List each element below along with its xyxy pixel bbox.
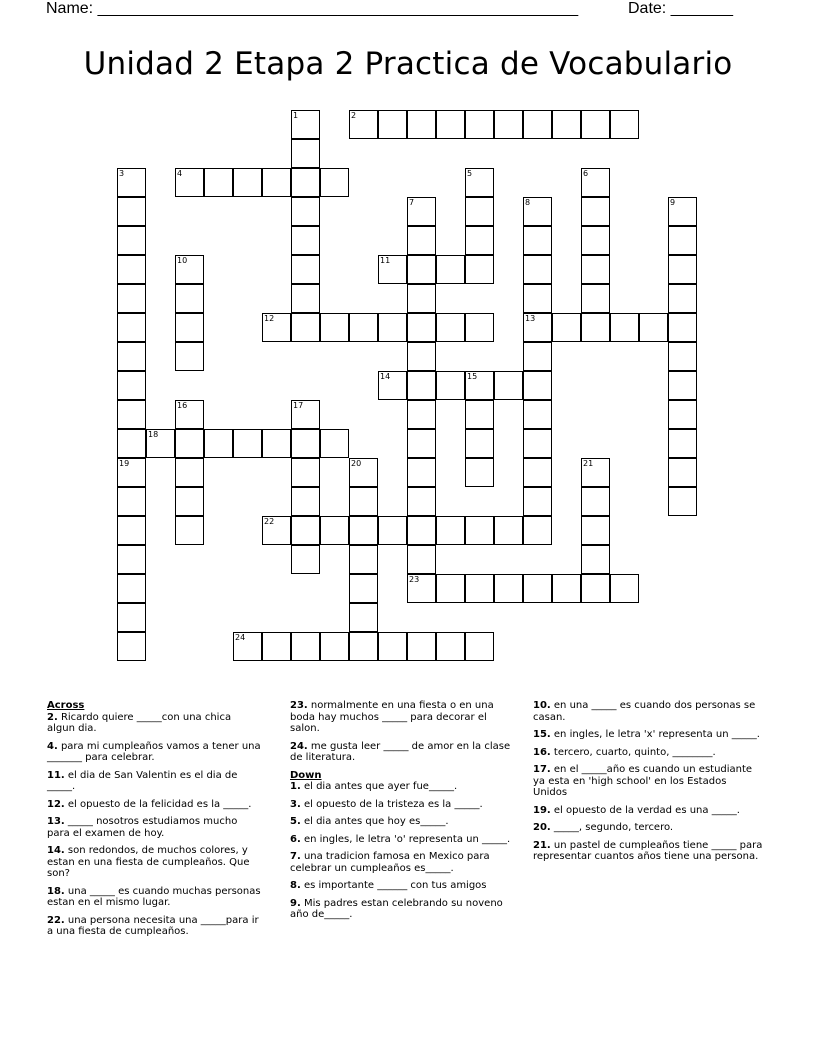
- crossword-cell[interactable]: [349, 603, 378, 632]
- clue-across-22: 22. una persona necesita una _____para ir a una fiesta de cumpleaños.: [47, 914, 259, 937]
- crossword-cell[interactable]: [291, 255, 320, 284]
- clue-across-14: 14. son redondos, de muchos colores, y estan en una fiesta de cumpleaños. Que son?: [47, 845, 250, 879]
- crossword-cell[interactable]: [175, 168, 204, 197]
- clue-down-21: 21. un pastel de cumpleaños tiene _____ para representar cuantos años tiene una persona.: [533, 839, 763, 862]
- crossword-cell[interactable]: [262, 313, 291, 342]
- crossword-cell[interactable]: [407, 197, 436, 226]
- down-heading: Down: [290, 769, 322, 781]
- clue-down-7: 7. una tradicion famosa en Mexico para celebrar un cumpleaños es_____.: [290, 851, 490, 874]
- clue-number: 8: [525, 198, 531, 207]
- clue-number: 12: [264, 314, 275, 323]
- crossword-cell[interactable]: [117, 313, 146, 342]
- clue-down-20: 20. _____, segundo, tercero.: [533, 822, 674, 833]
- crossword-cell[interactable]: [436, 371, 465, 400]
- clues-column-1: [47, 700, 262, 944]
- clue-down-16: 16. tercero, cuarto, quinto, ________.: [533, 746, 716, 758]
- crossword-cell[interactable]: [465, 400, 494, 429]
- crossword-cell[interactable]: [117, 168, 146, 197]
- crossword-cell[interactable]: [523, 574, 552, 603]
- crossword-cell[interactable]: [117, 516, 146, 545]
- crossword-cell[interactable]: [494, 574, 523, 603]
- crossword-cell[interactable]: [349, 516, 378, 545]
- clue-across-2: 2. Ricardo quiere _____con una chica algun dia.: [47, 711, 232, 734]
- crossword-cell[interactable]: [349, 313, 378, 342]
- crossword-cell[interactable]: [320, 516, 349, 545]
- crossword-cell[interactable]: [291, 516, 320, 545]
- clue-across-18: 18. una _____ es cuando muchas personas estan en el mismo lugar.: [47, 885, 261, 908]
- clue-down-19: 19. el opuesto de la verdad es una _____.: [533, 804, 740, 816]
- crossword-cell[interactable]: [262, 516, 291, 545]
- crossword-cell[interactable]: [668, 284, 697, 313]
- crossword-cell[interactable]: [320, 313, 349, 342]
- clue-across-23: 23. normalmente en una fiesta o en una boda hay muchos _____ para decorar el salon.: [290, 700, 494, 734]
- crossword-cell[interactable]: [175, 342, 204, 371]
- crossword-cell[interactable]: [291, 168, 320, 197]
- crossword-cell[interactable]: [233, 429, 262, 458]
- clue-down-9: 9. Mis padres estan celebrando su noveno año de_____.: [290, 897, 503, 920]
- clue-number: 22: [264, 517, 275, 526]
- page-title: Unidad 2 Etapa 2 Practica de Vocabulario: [83, 46, 733, 82]
- clue-number: 7: [409, 198, 415, 207]
- crossword-cell[interactable]: [465, 168, 494, 197]
- across-heading: Across: [47, 700, 85, 711]
- crossword-cell[interactable]: [291, 400, 320, 429]
- crossword-cell[interactable]: [291, 487, 320, 516]
- crossword-cell[interactable]: [523, 255, 552, 284]
- crossword-cell[interactable]: [407, 110, 436, 139]
- crossword-cell[interactable]: [117, 284, 146, 313]
- crossword-cell[interactable]: [523, 371, 552, 400]
- crossword-cell[interactable]: [291, 429, 320, 458]
- crossword-cell[interactable]: [291, 458, 320, 487]
- crossword-cell[interactable]: [610, 313, 639, 342]
- crossword-cell[interactable]: [378, 516, 407, 545]
- clue-number: 21: [583, 459, 594, 468]
- crossword-cell[interactable]: [523, 429, 552, 458]
- crossword-cell[interactable]: [117, 255, 146, 284]
- crossword-cell[interactable]: [581, 458, 610, 487]
- crossword-cell[interactable]: [668, 342, 697, 371]
- crossword-cell[interactable]: [581, 197, 610, 226]
- clues-column-3: [533, 700, 763, 869]
- crossword-cell[interactable]: [407, 487, 436, 516]
- clue-number: 13: [525, 314, 536, 323]
- crossword-cell[interactable]: [349, 632, 378, 661]
- crossword-cell[interactable]: [262, 429, 291, 458]
- crossword-cell[interactable]: [175, 255, 204, 284]
- crossword-cell[interactable]: [291, 313, 320, 342]
- clue-number: 6: [583, 169, 589, 178]
- crossword-cell[interactable]: [175, 458, 204, 487]
- crossword-cell[interactable]: [378, 371, 407, 400]
- clue-number: 10: [177, 256, 188, 265]
- crossword-cell[interactable]: [465, 255, 494, 284]
- crossword-cell[interactable]: [378, 110, 407, 139]
- crossword-cell[interactable]: [552, 110, 581, 139]
- crossword-cell[interactable]: [465, 574, 494, 603]
- crossword-cell[interactable]: [436, 632, 465, 661]
- crossword-cell[interactable]: [407, 429, 436, 458]
- crossword-cell[interactable]: [407, 284, 436, 313]
- crossword-cell[interactable]: [436, 255, 465, 284]
- crossword-cell[interactable]: [117, 487, 146, 516]
- clue-down-1: 1. el dia antes que ayer fue_____.: [290, 781, 458, 792]
- clue-number: 14: [380, 372, 391, 381]
- crossword-cell[interactable]: [407, 545, 436, 574]
- crossword-cell[interactable]: [349, 545, 378, 574]
- crossword-cell[interactable]: [668, 371, 697, 400]
- crossword-cell[interactable]: [349, 458, 378, 487]
- crossword-cell[interactable]: [291, 110, 320, 139]
- crossword-cell[interactable]: [407, 226, 436, 255]
- crossword-cell[interactable]: [523, 516, 552, 545]
- crossword-cell[interactable]: [668, 226, 697, 255]
- crossword-cell[interactable]: [175, 516, 204, 545]
- crossword-cell[interactable]: [407, 342, 436, 371]
- crossword-cell[interactable]: [465, 371, 494, 400]
- clue-down-17: 17. en el _____año es cuando un estudiante ya esta en 'high school' en los Estados Unidos: [533, 764, 753, 798]
- clue-number: 16: [177, 401, 188, 410]
- clue-across-4: 4. para mi cumpleaños vamos a tener una _______ para celebrar.: [47, 740, 261, 763]
- crossword-cell[interactable]: [233, 168, 262, 197]
- crossword-cell[interactable]: [204, 168, 233, 197]
- clue-down-5: 5. el dia antes que hoy es_____.: [290, 816, 449, 827]
- crossword-cell[interactable]: [494, 516, 523, 545]
- crossword-cell[interactable]: [610, 574, 639, 603]
- clue-down-6: 6. en ingles, le letra 'o' representa un _____.: [290, 833, 511, 845]
- crossword-cell[interactable]: [320, 168, 349, 197]
- crossword-cell[interactable]: [465, 516, 494, 545]
- crossword-cell[interactable]: [668, 487, 697, 516]
- crossword-cell[interactable]: [523, 458, 552, 487]
- crossword-cell[interactable]: [291, 197, 320, 226]
- clue-down-10: 10. en una _____ es cuando dos personas se casan.: [533, 700, 756, 723]
- crossword-cell[interactable]: [349, 574, 378, 603]
- crossword-cell[interactable]: [523, 197, 552, 226]
- crossword-cell[interactable]: [523, 342, 552, 371]
- crossword-cell[interactable]: [668, 429, 697, 458]
- clue-across-11: 11. el dia de San Valentin es el dia de _____.: [47, 769, 238, 792]
- clue-number: 2: [351, 111, 357, 120]
- crossword-cell[interactable]: [465, 226, 494, 255]
- crossword-cell[interactable]: [581, 284, 610, 313]
- clues-column-2: [290, 700, 512, 927]
- crossword-cell[interactable]: [494, 371, 523, 400]
- crossword-cell[interactable]: [378, 632, 407, 661]
- crossword-cell[interactable]: [581, 545, 610, 574]
- crossword-cell[interactable]: [407, 313, 436, 342]
- clue-number: 5: [467, 169, 473, 178]
- crossword-cell[interactable]: [320, 429, 349, 458]
- crossword-cell[interactable]: [581, 487, 610, 516]
- crossword-cell[interactable]: [407, 400, 436, 429]
- crossword-cell[interactable]: [175, 284, 204, 313]
- clue-number: 18: [148, 430, 159, 439]
- crossword-cell[interactable]: [233, 632, 262, 661]
- clue-number: 20: [351, 459, 362, 468]
- crossword-cell[interactable]: [291, 284, 320, 313]
- crossword-cell[interactable]: [407, 632, 436, 661]
- crossword-cell[interactable]: [117, 226, 146, 255]
- crossword-cell[interactable]: [117, 458, 146, 487]
- clue-number: 4: [177, 169, 183, 178]
- crossword-cell[interactable]: [436, 516, 465, 545]
- clue-number: 24: [235, 633, 246, 642]
- crossword-cell[interactable]: [668, 313, 697, 342]
- crossword-cell[interactable]: [407, 516, 436, 545]
- crossword-cell[interactable]: [407, 255, 436, 284]
- crossword-cell[interactable]: [117, 400, 146, 429]
- clue-down-3: 3. el opuesto de la tristeza es la _____.: [290, 798, 483, 810]
- crossword-cell[interactable]: [349, 487, 378, 516]
- crossword-cell[interactable]: [175, 400, 204, 429]
- crossword-cell[interactable]: [465, 313, 494, 342]
- crossword-cell[interactable]: [117, 342, 146, 371]
- crossword-cell[interactable]: [465, 429, 494, 458]
- crossword-cell[interactable]: [291, 139, 320, 168]
- name-line[interactable]: Name: ______________________________________________________: [46, 0, 579, 17]
- clue-number: 1: [293, 111, 299, 120]
- crossword-cell[interactable]: [668, 400, 697, 429]
- crossword-cell[interactable]: [175, 429, 204, 458]
- crossword-cell[interactable]: [436, 110, 465, 139]
- crossword-cell[interactable]: [407, 458, 436, 487]
- crossword-cell[interactable]: [291, 632, 320, 661]
- crossword-cell[interactable]: [581, 313, 610, 342]
- crossword-cell[interactable]: [378, 313, 407, 342]
- crossword-cell[interactable]: [117, 545, 146, 574]
- crossword-cell[interactable]: [668, 458, 697, 487]
- clue-down-8: 8. es importante ______ con tus amigos: [290, 880, 487, 891]
- crossword-cell[interactable]: [465, 110, 494, 139]
- clue-number: 9: [670, 198, 676, 207]
- crossword-cell[interactable]: [117, 632, 146, 661]
- crossword-cell[interactable]: [523, 110, 552, 139]
- clue-across-24: 24. me gusta leer _____ de amor en la clase de literatura.: [290, 740, 511, 763]
- crossword-cell[interactable]: [465, 197, 494, 226]
- crossword-cell[interactable]: [581, 516, 610, 545]
- crossword-cell[interactable]: [204, 429, 233, 458]
- crossword-cell[interactable]: [581, 255, 610, 284]
- clue-number: 11: [380, 256, 391, 265]
- crossword-cell[interactable]: [465, 632, 494, 661]
- crossword-cell[interactable]: [581, 226, 610, 255]
- crossword-cell[interactable]: [407, 574, 436, 603]
- crossword-cell[interactable]: [117, 197, 146, 226]
- crossword-cell[interactable]: [349, 110, 378, 139]
- crossword-cell[interactable]: [320, 632, 349, 661]
- crossword-cell[interactable]: [117, 429, 146, 458]
- crossword-cell[interactable]: [668, 197, 697, 226]
- crossword-cell[interactable]: [407, 371, 436, 400]
- crossword-cell[interactable]: [552, 313, 581, 342]
- crossword-cell[interactable]: [523, 226, 552, 255]
- crossword-cell[interactable]: [581, 574, 610, 603]
- crossword-cell[interactable]: [610, 110, 639, 139]
- clue-down-15: 15. en ingles, le letra 'x' representa un _____.: [533, 729, 760, 740]
- crossword-cell[interactable]: [378, 255, 407, 284]
- clue-number: 15: [467, 372, 478, 381]
- date-line[interactable]: Date: _______: [628, 0, 733, 17]
- crossword-cell[interactable]: [668, 255, 697, 284]
- crossword-cell[interactable]: [291, 545, 320, 574]
- crossword-cell[interactable]: [581, 168, 610, 197]
- crossword-cell[interactable]: [639, 313, 668, 342]
- crossword-cell[interactable]: [523, 487, 552, 516]
- crossword-cell[interactable]: [117, 603, 146, 632]
- crossword-cell[interactable]: [262, 632, 291, 661]
- crossword-cell[interactable]: [175, 487, 204, 516]
- crossword-cell[interactable]: [262, 168, 291, 197]
- crossword-cell[interactable]: [494, 110, 523, 139]
- crossword-cell[interactable]: [117, 574, 146, 603]
- clue-number: 17: [293, 401, 304, 410]
- clue-number: 23: [409, 575, 420, 584]
- crossword-cell[interactable]: [523, 284, 552, 313]
- crossword-cell[interactable]: [465, 458, 494, 487]
- clue-number: 3: [119, 169, 125, 178]
- crossword-cell[interactable]: [436, 313, 465, 342]
- crossword-cell[interactable]: [291, 226, 320, 255]
- clue-number: 19: [119, 459, 130, 468]
- crossword-cell[interactable]: [552, 574, 581, 603]
- crossword-cell[interactable]: [117, 371, 146, 400]
- clue-across-13: 13. _____ nosotros estudiamos mucho para el examen de hoy.: [47, 816, 238, 839]
- clue-across-12: 12. el opuesto de la felicidad es la _____.: [47, 798, 252, 810]
- crossword-cell[interactable]: [436, 574, 465, 603]
- crossword-cell[interactable]: [175, 313, 204, 342]
- crossword-cell[interactable]: [523, 400, 552, 429]
- crossword-cell[interactable]: [523, 313, 552, 342]
- crossword-cell[interactable]: [146, 429, 175, 458]
- crossword-cell[interactable]: [581, 110, 610, 139]
